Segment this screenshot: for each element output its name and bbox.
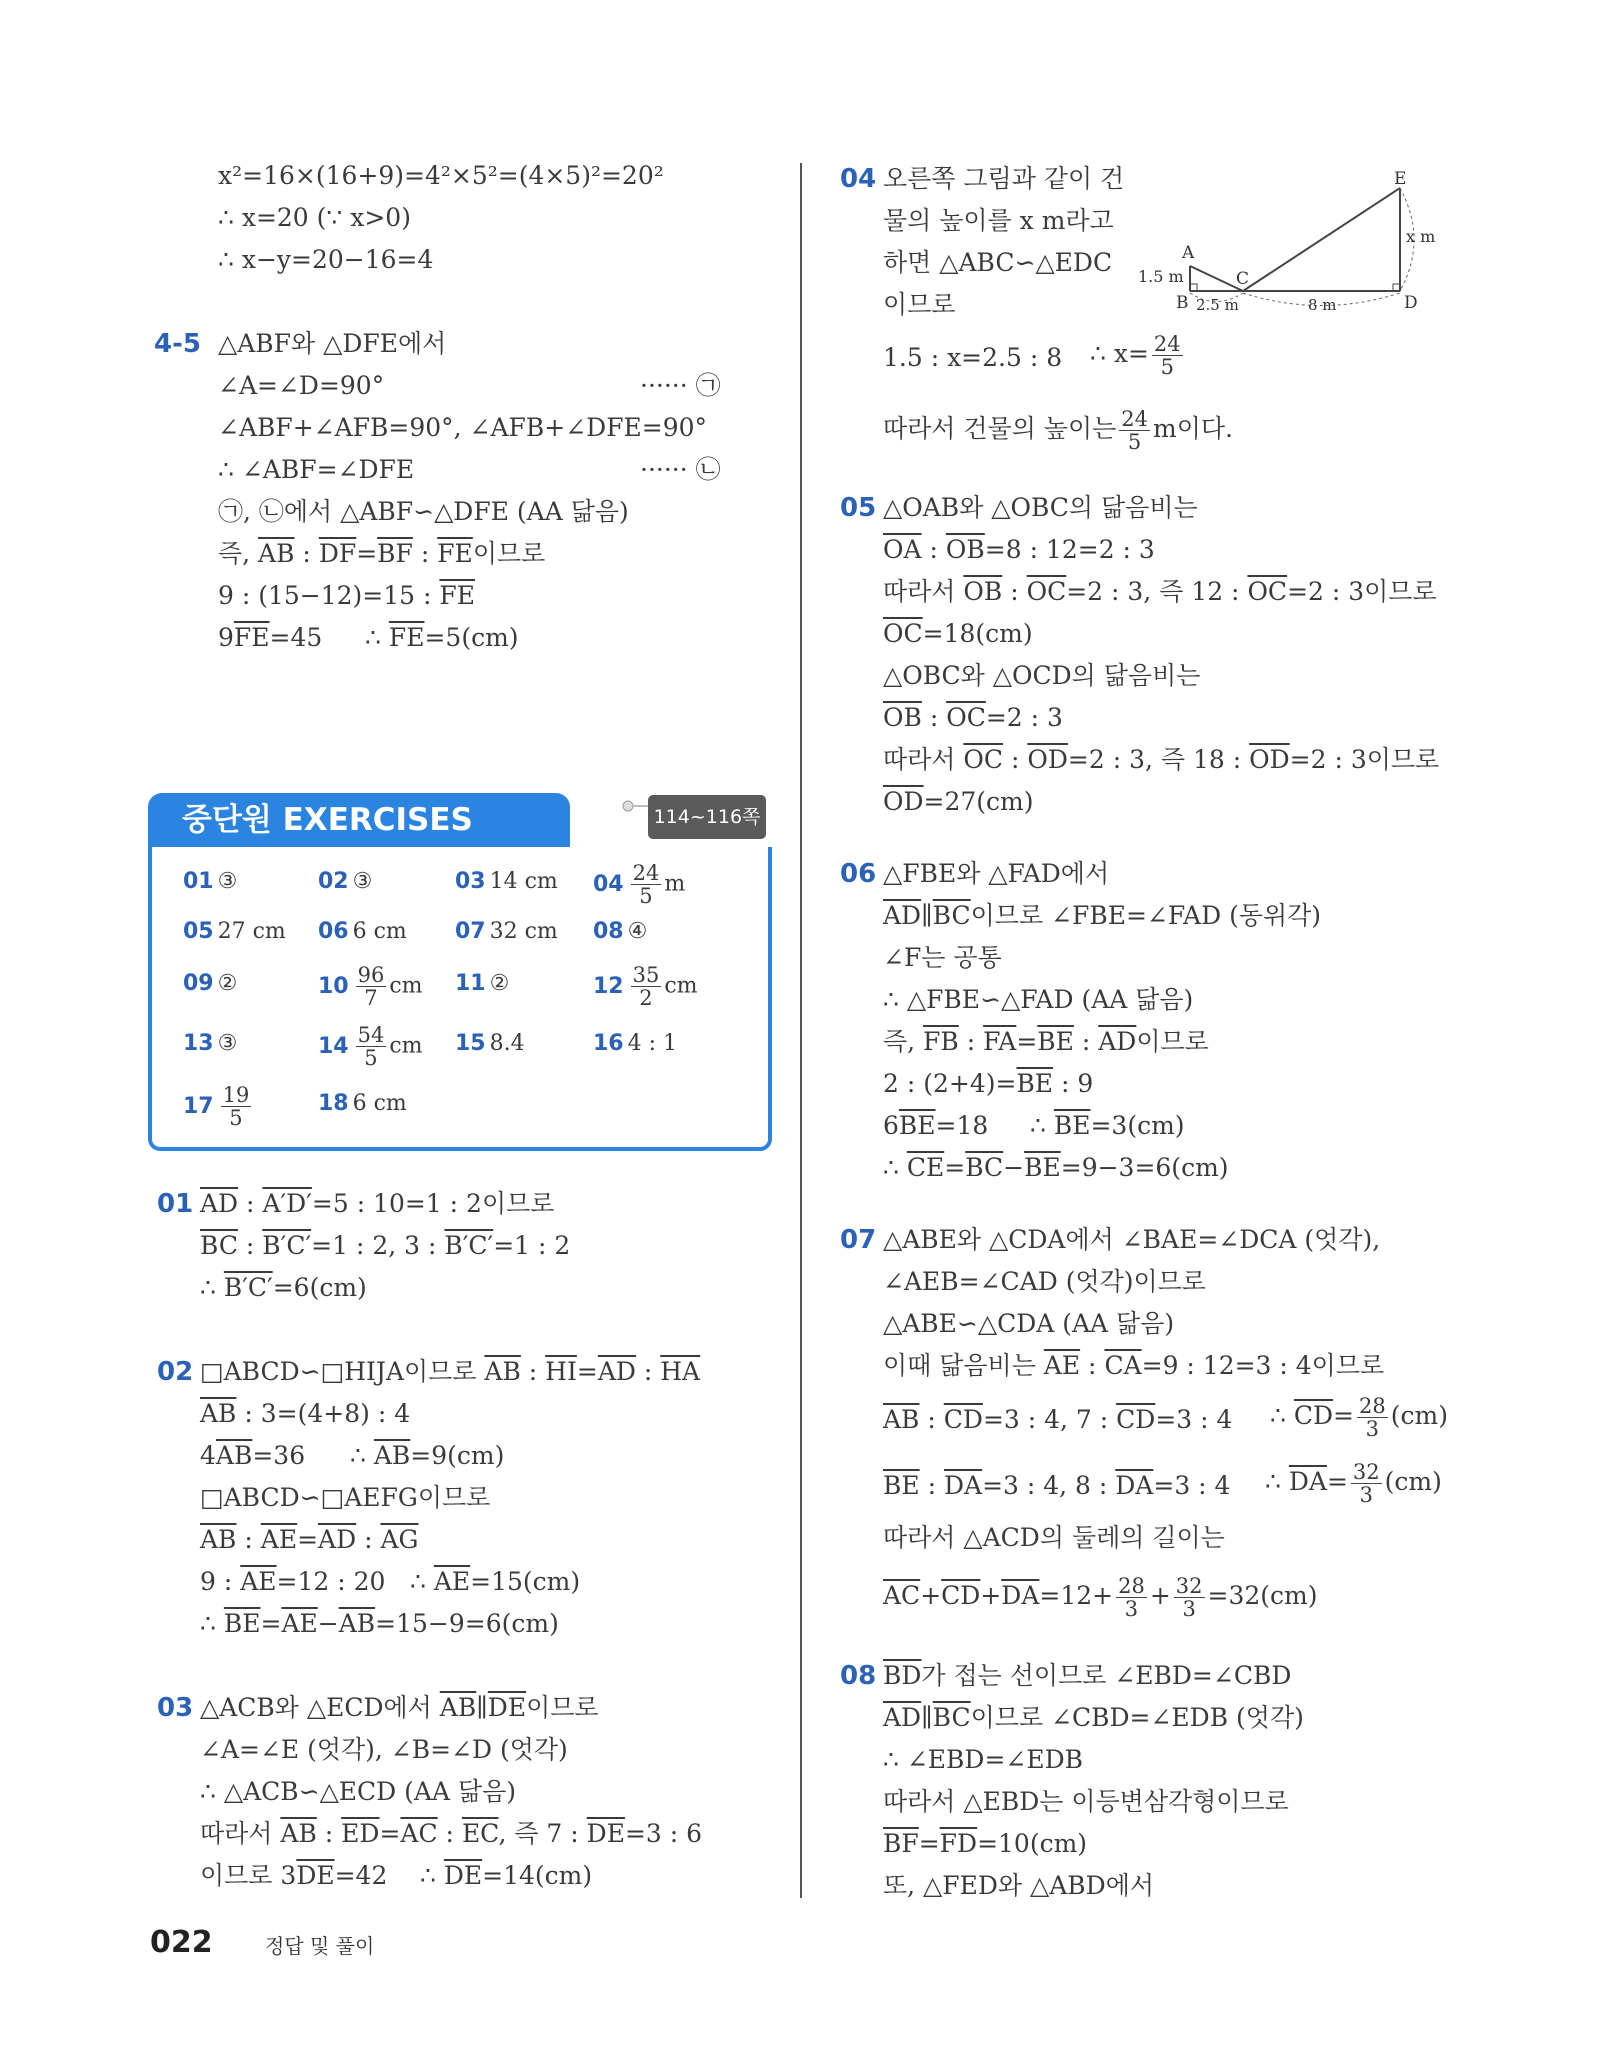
answer-item: 05 27 cm: [183, 919, 286, 944]
text-line: 오른쪽 그림과 같이 건: [883, 164, 1125, 193]
text-line: ∴ $\overline{CE}=\overline{BC}-\overline{BE}=9-3=6(cm)$: [883, 1153, 1229, 1182]
text-line: $\overline{BC}$ : B′C′=1 : 2, 3 : B′C′=1 : 2: [200, 1231, 571, 1260]
problem-number: 06: [840, 859, 877, 889]
text-line: ∴ $\overline{CD}=$ $\frac{28}{3}$ (cm): [1270, 1394, 1448, 1441]
text-line: ㉠, ㉡에서 △ABF∽△DFE (AA 닮음): [218, 497, 629, 526]
answer-item: 11 ②: [455, 971, 510, 996]
label-D: D: [1404, 293, 1418, 313]
text-line: $4\overline{AB}=36$: [200, 1441, 306, 1470]
problem-number: 03: [157, 1693, 194, 1723]
text-line: ∴ $\overline{DE}=14(cm)$: [420, 1861, 593, 1890]
text-line: △ACB와 △ECD에서 $\overline{AB}\parallel\overline{DE}$이므로: [200, 1693, 599, 1722]
answer-item: 08 ④: [593, 919, 648, 944]
answer-item: 16 4 : 1: [593, 1031, 678, 1056]
problem-number: 02: [157, 1357, 194, 1387]
text-line: ∠ABF+∠AFB=90°, ∠AFB+∠DFE=90°: [218, 413, 708, 442]
label-base-large: 8 m: [1308, 296, 1337, 314]
marker: ······ ㉠: [640, 371, 721, 400]
text-line: ∠AEB=∠CAD (엇각)이므로: [883, 1267, 1206, 1296]
text-line: $9\overline{FE}=45$: [218, 623, 323, 652]
text-line: △ABE∽△CDA (AA 닮음): [883, 1309, 1175, 1338]
label-height-x: x m: [1406, 227, 1436, 246]
answer-item: 03 14 cm: [455, 869, 558, 894]
text-line: $\overline{AD}\parallel\overline{BC}$이므로 ∠FBE=∠FAD (동위각): [883, 901, 1322, 930]
text-line: ∠A=∠E (엇각), ∠B=∠D (엇각): [200, 1735, 568, 1764]
text-line: ∠A=∠D=90°: [218, 371, 385, 400]
text-line: $\overline{OD}=27(cm)$: [883, 787, 1034, 816]
text-line: $\overline{AB}$ : 3=(4+8) : 4: [200, 1399, 411, 1428]
text-line: 따라서 $\overline{OB}$ : $\overline{OC}=2$ : 3, 즉 12 : $\overline{OC}=2$ : 3이므로: [883, 577, 1437, 606]
text-line: ∴ x= $\frac{24}{5}$: [1090, 332, 1181, 379]
label-E: E: [1394, 169, 1407, 189]
problem-number: 4-5: [154, 329, 201, 359]
text-line: $\overline{BE}$ : $\overline{DA}=3$ : 4, 8 : $\overline{DA}=3$ : 4: [883, 1471, 1231, 1500]
text-line: ∴ x−y=20−16=4: [218, 245, 434, 274]
answer-item: 10 $\frac{96}{7}$ cm: [318, 963, 423, 1010]
marker: ······ ㉡: [640, 455, 721, 484]
text-line: 따라서 $\overline{AB}$ : $\overline{ED}=\overline{AC}$ : $\overline{EC}$, 즉 7 : $\overline{DE}=3$ : 6: [200, 1819, 703, 1848]
label-height-small: 1.5 m: [1138, 267, 1184, 286]
text-line: $\overline{OC}=18(cm)$: [883, 619, 1033, 648]
text-line: ∴ $\overline{FE}=5(cm)$: [365, 623, 519, 652]
text-line: $\overline{AB}$ : $\overline{AE}=\overline{AD}$ : $\overline{AG}$: [200, 1525, 419, 1554]
text-line: $\overline{BF}=\overline{FD}=10(cm)$: [883, 1829, 1088, 1858]
answer-item: 09 ②: [183, 971, 238, 996]
answer-item: 07 32 cm: [455, 919, 558, 944]
text-line: 따라서 건물의 높이는 $\frac{24}{5}$ m이다.: [883, 407, 1233, 454]
text-line: ∴ ∠ABF=∠DFE: [218, 455, 415, 484]
text-line: ∴ B′C′=6(cm): [200, 1273, 367, 1302]
text-line: 1.5 : x=2.5 : 8: [883, 343, 1063, 372]
text-line: ∴ $\overline{BE}=\overline{AE}-\overline{AB}=15-9=6(cm)$: [200, 1609, 559, 1638]
text-line: ∴ △ACB∽△ECD (AA 닮음): [200, 1777, 517, 1806]
label-C: C: [1236, 269, 1250, 289]
text-line: □ABCD∽□HIJA이므로 $\overline{AB}$ : $\overline{HI}=\overline{AD}$ : $\overline{HA}$: [200, 1357, 701, 1386]
text-line: 또, △FED와 △ABD에서: [883, 1871, 1155, 1900]
text-line: 2 : $(2+4)=\overline{BE}$ : 9: [883, 1069, 1094, 1098]
text-line: 이때 닮음비는 $\overline{AE}$ : $\overline{CA}=9$ : 12=3 : 4이므로: [883, 1351, 1385, 1380]
label-A: A: [1182, 243, 1195, 263]
text-line: △FBE와 △FAD에서: [883, 859, 1110, 888]
text-line: 9 : (15−12)=15 : $\overline{FE}$: [218, 581, 475, 610]
label-B: B: [1176, 293, 1189, 313]
text-line: △ABE와 △CDA에서 ∠BAE=∠DCA (엇각),: [883, 1225, 1381, 1254]
text-line: 따라서 △ACD의 둘레의 길이는: [883, 1523, 1225, 1552]
page-range-badge: 114~116쪽: [648, 795, 766, 839]
text-line: ∴ ∠EBD=∠EDB: [883, 1745, 1084, 1774]
footer-label: 정답 및 풀이: [265, 1934, 375, 1958]
text-line: ∴ $\overline{AE}=15(cm)$: [410, 1567, 581, 1596]
text-line: 하면 △ABC∽△EDC: [883, 248, 1113, 277]
text-line: ∴ x=20 (∵ x>0): [218, 203, 411, 232]
text-line: ∴ △FBE∽△FAD (AA 닮음): [883, 985, 1194, 1014]
text-line: 즉, $\overline{AB}$ : $\overline{DF}=\overline{BF}$ : $\overline{FE}$이므로: [218, 539, 546, 568]
text-line: 이므로 $3\overline{DE}=42$: [200, 1861, 388, 1890]
label-base-small: 2.5 m: [1196, 296, 1239, 314]
text-line: 따라서 $\overline{OC}$ : $\overline{OD}=2$ : 3, 즉 18 : $\overline{OD}=2$ : 3이므로: [883, 745, 1440, 774]
answer-item: 18 6 cm: [318, 1091, 407, 1116]
text-line: 물의 높이를 x m라고: [883, 206, 1114, 235]
answer-item: 14 $\frac{54}{5}$ cm: [318, 1023, 423, 1070]
problem-number: 07: [840, 1225, 877, 1255]
answer-item: 04 $\frac{24}{5}$ m: [593, 861, 686, 908]
answer-item: 06 6 cm: [318, 919, 407, 944]
text-line: $\overline{OA}$ : $\overline{OB}=8$ : 12=2 : 3: [883, 535, 1155, 564]
problem-number: 08: [840, 1661, 877, 1691]
text-line: 이므로: [883, 290, 956, 319]
answer-item: 02 ③: [318, 869, 373, 894]
text-line: $\overline{AD}$ : A′D′=5 : 10=1 : 2이므로: [200, 1189, 555, 1218]
text-line: 따라서 △EBD는 이등변삼각형이므로: [883, 1787, 1289, 1816]
text-line: ∠F는 공통: [883, 943, 1002, 972]
exercises-title: 중단원 EXERCISES: [182, 802, 473, 838]
answer-item: 15 8.4: [455, 1031, 525, 1056]
text-line: △OAB와 △OBC의 닮음비는: [883, 493, 1198, 522]
text-line: x²=16×(16+9)=4²×5²=(4×5)²=20²: [218, 161, 664, 190]
answer-item: 12 $\frac{35}{2}$ cm: [593, 963, 698, 1010]
answer-item: 01 ③: [183, 869, 238, 894]
text-line: $\overline{AC}+\overline{CD}+\overline{DA}=12+$ $\frac{28}{3}$ + $\frac{32}{3}$ =32(cm): [883, 1574, 1318, 1621]
problem-number: 04: [840, 164, 877, 194]
page-number: 022: [150, 1925, 213, 1960]
building-shadow-diagram: [1138, 168, 1448, 320]
text-line: ∴ $\overline{AB}=9(cm)$: [350, 1441, 505, 1470]
text-line: △ABF와 △DFE에서: [218, 329, 447, 358]
text-line: □ABCD∽□AEFG이므로: [200, 1483, 491, 1512]
problem-number: 05: [840, 493, 877, 523]
text-line: $\overline{BD}$가 접는 선이므로 ∠EBD=∠CBD: [883, 1661, 1292, 1690]
text-line: $\overline{OB}$ : $\overline{OC}=2$ : 3: [883, 703, 1063, 732]
text-line: 즉, $\overline{FB}$ : $\overline{FA}=\overline{BE}$ : $\overline{AD}$이므로: [883, 1027, 1209, 1056]
text-line: △OBC와 △OCD의 닮음비는: [883, 661, 1201, 690]
text-line: $\overline{AB}$ : $\overline{CD}=3$ : 4, 7 : $\overline{CD}=3$ : 4: [883, 1405, 1233, 1434]
answer-item: 13 ③: [183, 1031, 238, 1056]
text-line: ∴ $\overline{BE}=3(cm)$: [1030, 1111, 1185, 1140]
problem-number: 01: [157, 1189, 194, 1219]
text-line: $6\overline{BE}=18$: [883, 1111, 989, 1140]
text-line: ∴ $\overline{DA}=$ $\frac{32}{3}$ (cm): [1265, 1460, 1442, 1507]
text-line: 9 : $\overline{AE}=12$ : 20: [200, 1567, 386, 1596]
answer-item: 17 $\frac{19}{5}$: [183, 1083, 250, 1130]
column-divider: [800, 163, 802, 1898]
text-line: $\overline{AD}\parallel\overline{BC}$이므로 ∠CBD=∠EDB (엇각): [883, 1703, 1304, 1732]
